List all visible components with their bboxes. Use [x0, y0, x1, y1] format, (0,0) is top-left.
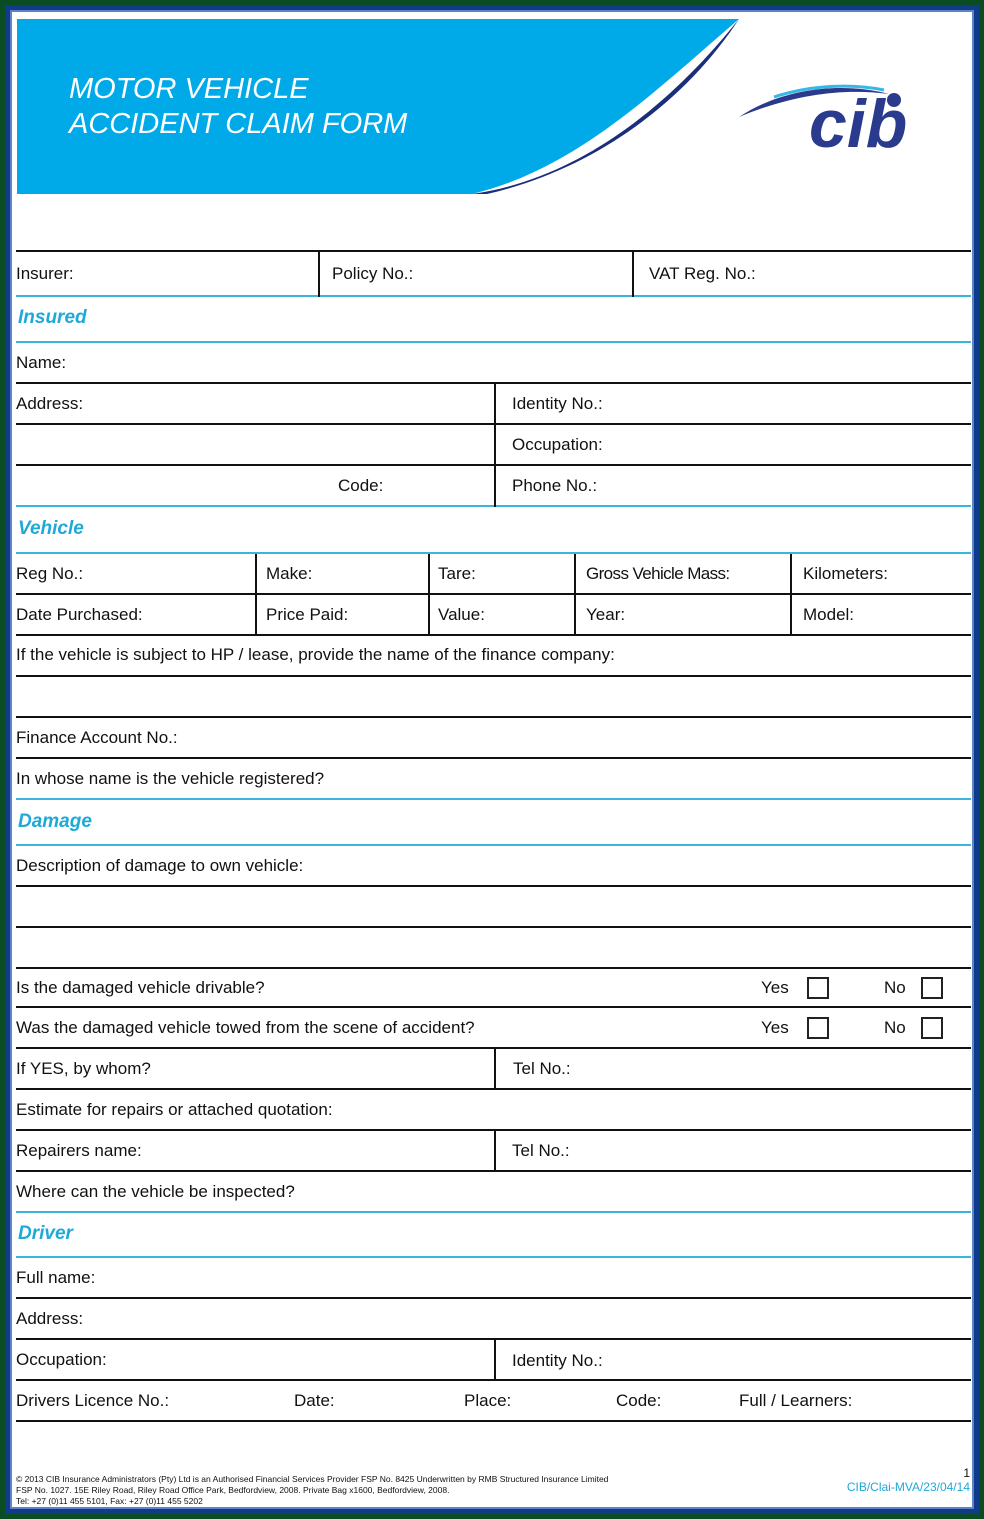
section-heading: Vehicle — [18, 518, 84, 539]
driver-identity-label: Identity No.: — [512, 1351, 603, 1370]
inspected-row — [16, 1172, 971, 1213]
registered-row — [16, 759, 971, 800]
yes-label: Yes — [761, 1018, 789, 1037]
insurer-row — [16, 251, 971, 297]
year-label: Year: — [586, 605, 626, 624]
vehicle-heading-row — [16, 507, 971, 554]
divider — [494, 1049, 496, 1090]
licence-row — [16, 1381, 971, 1422]
name-label: Name: — [16, 353, 67, 372]
code-row — [16, 466, 971, 507]
phone-label: Phone No.: — [512, 476, 598, 495]
full-name-row — [16, 1258, 971, 1299]
tare-label: Tare: — [438, 564, 476, 583]
section-heading: Damage — [18, 811, 92, 832]
divider — [428, 595, 430, 636]
vat-label: VAT Reg. No.: — [649, 264, 756, 283]
inspected-label: Where can the vehicle be inspected? — [16, 1182, 295, 1201]
policy-label: Policy No.: — [332, 264, 414, 283]
estimate-row — [16, 1090, 971, 1131]
divider — [790, 554, 792, 595]
address-row-2 — [16, 425, 971, 466]
model-label: Model: — [803, 605, 855, 624]
towed-label: Was the damaged vehicle towed from the scene of accident? — [16, 1018, 475, 1037]
divider — [494, 425, 496, 466]
occupation-label: Occupation: — [512, 435, 603, 454]
hp-label: If the vehicle is subject to HP / lease, provide the name of the finance company: — [16, 645, 615, 664]
reg-row — [16, 554, 971, 595]
divider — [574, 595, 576, 636]
divider — [494, 466, 496, 507]
purchase-row — [16, 595, 971, 636]
km-label: Kilometers: — [803, 564, 889, 583]
make-label: Make: — [266, 564, 313, 583]
date-purchased-label: Date Purchased: — [16, 605, 143, 624]
footer-legal — [16, 1474, 608, 1507]
section-heading: Insured — [18, 307, 87, 328]
driver-occupation-label: Occupation: — [16, 1350, 107, 1369]
code-label: Code: — [616, 1391, 662, 1410]
date-label: Date: — [294, 1391, 335, 1410]
price-label: Price Paid: — [266, 605, 349, 624]
full-name-label: Full name: — [16, 1268, 96, 1287]
divider — [494, 384, 496, 425]
value-label: Value: — [438, 605, 485, 624]
section-heading: Driver — [18, 1223, 73, 1244]
hp-row — [16, 636, 971, 677]
licence-label: Drivers Licence No.: — [16, 1391, 170, 1410]
driver-occupation-row — [16, 1340, 971, 1381]
finance-row — [16, 718, 971, 759]
damage-heading-row — [16, 800, 971, 846]
cib-logo — [734, 72, 949, 152]
insurer-label: Insurer: — [16, 264, 74, 283]
driver-heading-row — [16, 1213, 971, 1258]
divider — [494, 1131, 496, 1172]
footer-line: Tel: +27 (0)11 455 5101, Fax: +27 (0)11 455 5202 — [16, 1496, 203, 1506]
driver-address-row — [16, 1299, 971, 1340]
repairers-label: Repairers name: — [16, 1141, 142, 1160]
divider — [255, 554, 257, 595]
svg-text:cib: cib — [809, 86, 908, 152]
divider — [632, 251, 634, 297]
driver-address-label: Address: — [16, 1309, 84, 1328]
divider — [494, 1340, 496, 1381]
drivable-yes-checkbox[interactable] — [807, 977, 829, 999]
towed-no-checkbox[interactable] — [921, 1017, 943, 1039]
description-row — [16, 846, 971, 887]
drivable-label: Is the damaged vehicle drivable? — [16, 978, 265, 997]
footer-line: © 2013 CIB Insurance Administrators (Pty) Ltd is an Authorised Financial Services Provider FSP No. 8425 Underwritten by RMB Structured Insurance Limited — [16, 1474, 609, 1484]
place-label: Place: — [464, 1391, 512, 1410]
address-row — [16, 384, 971, 425]
name-row — [16, 343, 971, 384]
by-whom-label: If YES, by whom? — [16, 1059, 151, 1078]
repairers-row — [16, 1131, 971, 1172]
estimate-label: Estimate for repairs or attached quotation: — [16, 1100, 333, 1119]
no-label: No — [884, 1018, 906, 1037]
divider — [255, 595, 257, 636]
full-learners-label: Full / Learners: — [739, 1391, 853, 1410]
blank-row — [16, 887, 971, 928]
blank-row — [16, 677, 971, 718]
form-page — [10, 10, 974, 1509]
no-label: No — [884, 978, 906, 997]
title-line: MOTOR VEHICLE — [69, 73, 309, 105]
finance-label: Finance Account No.: — [16, 728, 178, 747]
divider — [574, 554, 576, 595]
blank-row — [16, 928, 971, 969]
description-label: Description of damage to own vehicle: — [16, 856, 304, 875]
footer-line: FSP No. 1027. 15E Riley Road, Riley Road Office Park, Bedfordview, 2008. Private Bag x1600, Bedfordview, 2008. — [16, 1485, 450, 1495]
identity-label: Identity No.: — [512, 394, 603, 413]
title-line: ACCIDENT CLAIM FORM — [69, 108, 408, 140]
page-number: 1 — [963, 1466, 970, 1480]
gvm-label: Gross Vehicle Mass: — [586, 564, 730, 583]
insured-heading-row — [16, 297, 971, 343]
divider — [318, 251, 320, 297]
code-label: Code: — [338, 476, 384, 495]
towed-row — [16, 1008, 971, 1049]
drivable-no-checkbox[interactable] — [921, 977, 943, 999]
registered-label: In whose name is the vehicle registered? — [16, 769, 325, 788]
by-whom-row — [16, 1049, 971, 1090]
drivable-row — [16, 969, 971, 1008]
yes-label: Yes — [761, 978, 789, 997]
form-code: CIB/Clai-MVA/23/04/14 — [846, 1480, 970, 1494]
form-title — [69, 72, 407, 142]
address-label: Address: — [16, 394, 84, 413]
towed-yes-checkbox[interactable] — [807, 1017, 829, 1039]
divider — [428, 554, 430, 595]
divider — [790, 595, 792, 636]
tel-label: Tel No.: — [512, 1141, 570, 1160]
reg-label: Reg No.: — [16, 564, 84, 583]
tel-label: Tel No.: — [513, 1059, 571, 1078]
